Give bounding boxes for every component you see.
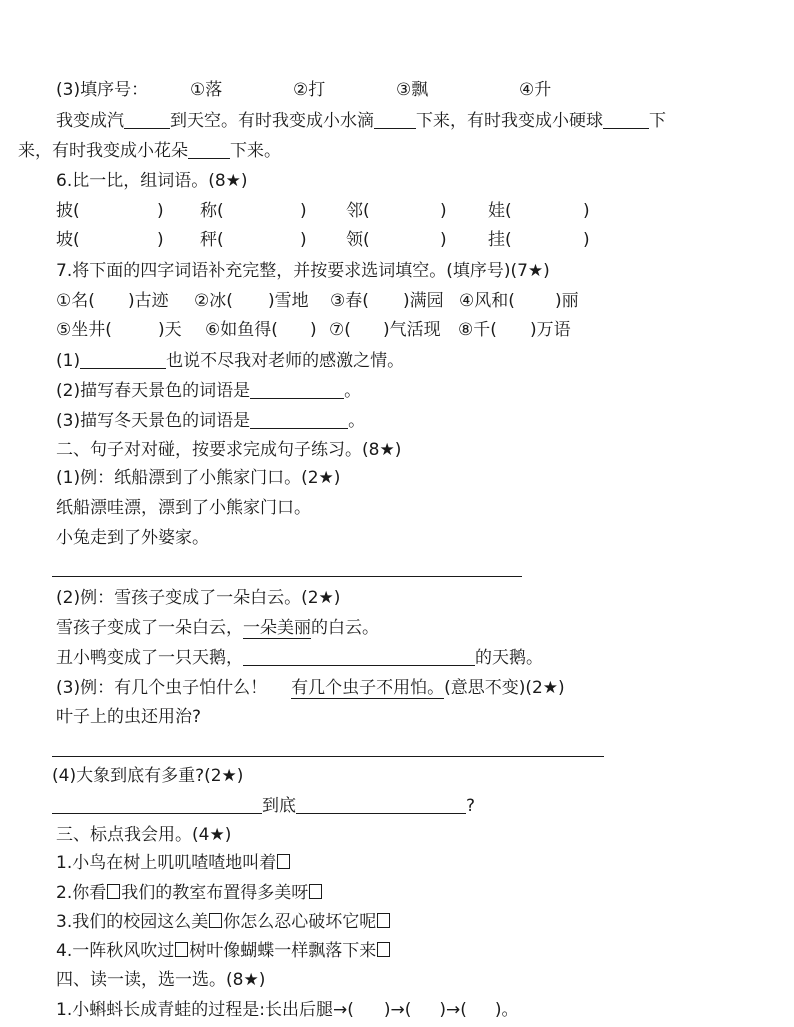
word-cell: 娃( <box>488 201 512 221</box>
punct-line-2 <box>56 882 323 904</box>
answer-blank[interactable] <box>250 382 344 399</box>
word-cell: 领( <box>346 230 370 250</box>
idiom-cell: ④风和( <box>459 291 515 311</box>
example-3 <box>56 677 565 699</box>
word-cell: 坡( <box>56 230 80 250</box>
text-segment: )→( <box>383 1000 412 1020</box>
text-segment: (2)描写春天景色的词语是 <box>56 381 251 401</box>
idiom-cell: )雪地 <box>268 291 309 311</box>
example-3-question: 叶子上的虫还用治? <box>56 707 202 727</box>
option-4: ④升 <box>519 80 552 100</box>
text-segment: 也说不尽我对老师的感激之情。 <box>166 351 405 371</box>
word-cell: 挂( <box>488 230 512 250</box>
q7-sub2 <box>56 380 361 402</box>
text-segment: )。 <box>494 1000 519 1020</box>
q7-sub1 <box>56 350 404 372</box>
text-segment: (意思不变)(2★) <box>444 678 565 698</box>
idiom-cell: ①名( <box>56 291 95 311</box>
text-segment: 树叶像蝴蝶一样飘落下来 <box>189 941 377 961</box>
answer-blank[interactable] <box>374 112 416 129</box>
punct-box[interactable] <box>377 942 390 957</box>
idiom-cell: )气活现 <box>383 320 441 340</box>
answer-blank[interactable] <box>52 797 262 814</box>
text-segment: (3)描写冬天景色的词语是 <box>56 411 251 431</box>
text-segment: 到底 <box>262 796 296 816</box>
idiom-cell: ⑦( <box>329 320 351 340</box>
fill-sentence-line1 <box>56 110 666 132</box>
idiom-cell: )满园 <box>403 291 444 311</box>
example-1: (1)例：纸船漂到了小熊家门口。(2★) <box>56 468 341 488</box>
option-3: ③飘 <box>396 80 429 100</box>
text-segment: (3)例：有几个虫子怕什么！ <box>56 678 268 698</box>
punct-box[interactable] <box>209 913 222 928</box>
word-cell-close: ) <box>157 230 164 250</box>
word-cell-close: ) <box>583 230 590 250</box>
idiom-cell: )丽 <box>555 291 579 311</box>
q7-sub3 <box>56 410 365 432</box>
word-cell: 披( <box>56 201 80 221</box>
idiom-cell: ③春( <box>330 291 369 311</box>
example-2-question <box>56 647 543 669</box>
word-cell-close: ) <box>583 201 590 221</box>
word-cell: 邻( <box>346 201 370 221</box>
answer-blank[interactable] <box>124 112 170 129</box>
word-cell-close: ) <box>300 230 307 250</box>
answer-blank[interactable] <box>603 112 649 129</box>
word-cell-close: ) <box>440 230 447 250</box>
text-segment: 。 <box>344 381 362 401</box>
punct-box[interactable] <box>175 942 188 957</box>
text-segment: )→( <box>439 1000 467 1020</box>
option-1: ①落 <box>190 80 223 100</box>
punct-line-4 <box>56 940 391 962</box>
part4-title: 四、读一读，选一选。(8★) <box>56 970 266 990</box>
text-segment: 我们的教室布置得多美呀 <box>121 883 309 903</box>
text-segment: 。 <box>348 411 366 431</box>
option-2: ②打 <box>293 80 326 100</box>
example-1-question: 小兔走到了外婆家。 <box>56 528 209 548</box>
word-cell: 称( <box>200 201 224 221</box>
text-segment: 的白云。 <box>311 618 379 638</box>
text-segment: 丑小鸭变成了一只天鹅， <box>56 648 243 668</box>
punct-box[interactable] <box>377 913 390 928</box>
underlined-phrase: 一朵美丽 <box>243 618 311 638</box>
punct-line-1 <box>56 852 291 874</box>
idiom-cell: )万语 <box>530 320 571 340</box>
text-segment: 到天空。有时我变成小水滴 <box>170 111 374 131</box>
text-segment: 的天鹅。 <box>475 648 543 668</box>
idiom-cell: ⑧千( <box>458 320 497 340</box>
part2-title: 二、句子对对碰，按要求完成句子练习。(8★) <box>56 440 402 460</box>
answer-line[interactable] <box>52 576 522 577</box>
punct-line-3 <box>56 911 391 933</box>
idiom-cell: ⑤坐井( <box>56 320 112 340</box>
q7-title: 7.将下面的四字词语补充完整，并按要求选词填空。(填序号)(7★) <box>56 261 550 281</box>
text-segment: 3.我们的校园这么美 <box>56 912 209 932</box>
answer-line[interactable] <box>52 756 604 757</box>
answer-blank[interactable] <box>188 142 230 159</box>
part4-question-1 <box>56 999 519 1021</box>
idiom-cell: ⑥如鱼得( <box>205 320 278 340</box>
underlined-phrase: 有几个虫子不用怕。 <box>291 678 445 698</box>
idiom-cell: )古迹 <box>128 291 169 311</box>
word-cell-close: ) <box>440 201 447 221</box>
answer-blank[interactable] <box>296 797 466 814</box>
text-segment: 下 <box>649 111 666 131</box>
word-cell: 秤( <box>200 230 224 250</box>
example-4-question <box>52 795 475 817</box>
example-4: (4)大象到底有多重?(2★) <box>52 766 244 786</box>
idiom-cell: ②冰( <box>194 291 233 311</box>
word-cell-close: ) <box>300 201 307 221</box>
text-segment: 2.你看 <box>56 883 107 903</box>
text-segment: 下来。 <box>230 141 281 161</box>
example-1-answer: 纸船漂哇漂，漂到了小熊家门口。 <box>56 498 311 518</box>
fill-sentence-line2 <box>18 140 281 162</box>
idiom-cell: ) <box>310 320 317 340</box>
text-segment: 1.小蝌蚪长成青蛙的过程是:长出后腿→( <box>56 1000 354 1020</box>
text-segment: (1) <box>56 351 81 371</box>
idiom-cell: )天 <box>158 320 182 340</box>
text-segment: 你怎么忍心破坏它呢 <box>223 912 377 932</box>
text-segment: 雪孩子变成了一朵白云， <box>56 618 243 638</box>
text-segment: 下来，有时我变成小硬球 <box>416 111 603 131</box>
answer-blank[interactable] <box>250 412 348 429</box>
text-segment: 4.一阵秋风吹过 <box>56 941 175 961</box>
punct-box[interactable] <box>277 854 290 869</box>
fill-order-label: (3)填序号： <box>56 80 149 100</box>
text-segment: ? <box>466 796 476 816</box>
answer-blank[interactable] <box>243 649 475 666</box>
fill-order-line <box>56 79 148 101</box>
text-segment: 1.小鸟在树上叽叽喳喳地叫着 <box>56 853 277 873</box>
part3-title: 三、标点我会用。(4★) <box>56 825 232 845</box>
punct-box[interactable] <box>107 884 120 899</box>
example-2: (2)例：雪孩子变成了一朵白云。(2★) <box>56 588 341 608</box>
text-segment: 我变成汽 <box>56 111 124 131</box>
q6-title: 6.比一比，组词语。(8★) <box>56 171 248 191</box>
example-2-answer <box>56 617 379 639</box>
answer-blank[interactable] <box>80 352 166 369</box>
punct-box[interactable] <box>309 884 322 899</box>
word-cell-close: ) <box>157 201 164 221</box>
text-segment: 来，有时我变成小花朵 <box>18 141 188 161</box>
